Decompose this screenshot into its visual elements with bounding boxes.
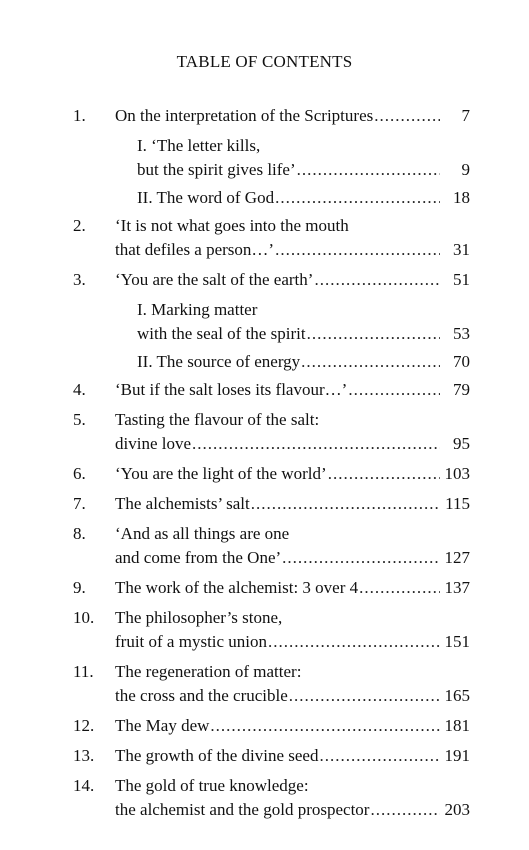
toc-entry-body: [115, 660, 470, 708]
toc-entry-title-line: Tasting the flavour of the salt:: [115, 410, 320, 429]
dot-leader: [289, 684, 440, 708]
toc-page-number: 115: [445, 494, 470, 513]
toc-page-number: 127: [444, 548, 470, 567]
toc-entry-number: 2.: [73, 216, 86, 235]
toc-entry-title-line: I. ‘The letter kills,: [137, 136, 261, 155]
toc-entry-body: [115, 576, 470, 600]
toc-entry-number: 13.: [73, 746, 95, 765]
dot-leader: [282, 546, 440, 570]
toc-page-number: 151: [444, 632, 470, 651]
toc-page-number: 18: [453, 188, 470, 207]
toc-entry-final-line: [137, 322, 470, 346]
toc-entry-number: 3.: [73, 270, 86, 289]
toc-entry-final-line: [115, 798, 470, 822]
toc-entry: [73, 606, 470, 654]
dot-leader: [268, 630, 440, 654]
toc-entry-number: 5.: [73, 410, 86, 429]
toc-page-number: 7: [461, 106, 470, 125]
toc-entry-final-line: [137, 158, 470, 182]
toc-entry-final-line: [115, 238, 470, 262]
dot-leader: [192, 432, 440, 456]
dot-leader: [275, 186, 440, 210]
toc-page-number: 9: [461, 160, 470, 179]
dot-leader: [359, 576, 440, 600]
toc-entry-final-line: [115, 630, 470, 654]
toc-entry-body: [115, 214, 470, 262]
dot-leader: [328, 462, 440, 486]
toc-page-number: 53: [453, 324, 470, 343]
toc-entry-body: [115, 714, 470, 738]
toc-page-number: 70: [453, 352, 470, 371]
toc-page-number: 103: [444, 464, 470, 483]
dot-leader: [307, 322, 440, 346]
toc-entry: [73, 378, 470, 402]
toc-entry-body: [115, 522, 470, 570]
toc-entry-title: and come from the One’: [115, 548, 282, 567]
dot-leader: [301, 350, 440, 374]
toc-entry-title-line: The gold of true knowledge:: [115, 776, 309, 795]
toc-entry-title: fruit of a mystic union: [115, 632, 268, 651]
toc-entry-title: On the interpretation of the Scriptures: [115, 106, 374, 125]
toc-entry-title: II. The source of energy: [137, 352, 301, 371]
toc-entry: [73, 714, 470, 738]
toc-entry-title-line: The philosopher’s stone,: [115, 608, 283, 627]
toc-entry-final-line: [115, 268, 470, 292]
dot-leader: [374, 104, 440, 128]
toc-entry: [73, 268, 470, 292]
toc-entry-number: [73, 134, 115, 182]
toc-entry-number: 4.: [73, 380, 86, 399]
toc-entry-final-line: [115, 432, 470, 456]
toc-page-number: 79: [453, 380, 470, 399]
toc-page-number: 181: [444, 716, 470, 735]
toc-entry-number: 10.: [73, 608, 95, 627]
toc-entry-body: [115, 298, 470, 346]
toc-entry-title: The growth of the divine seed: [115, 746, 319, 765]
toc-entry-body: [115, 606, 470, 654]
toc-entry-title: ‘You are the light of the world’: [115, 464, 327, 483]
toc-entry: [73, 104, 470, 128]
toc-entry-final-line: [115, 744, 470, 768]
toc-entry-number: 12.: [73, 716, 95, 735]
toc-entry-body: [115, 104, 470, 128]
toc-entry: [73, 660, 470, 708]
toc-entry-number: 11.: [73, 662, 94, 681]
page-title: TABLE OF CONTENTS: [176, 52, 353, 71]
toc-subentry: [73, 134, 470, 182]
toc-entry-body: [115, 462, 470, 486]
toc-entry-final-line: [115, 462, 470, 486]
toc-entry-body: [115, 744, 470, 768]
toc-entry-final-line: [115, 684, 470, 708]
toc-page-number: 31: [453, 240, 470, 259]
toc-entry-body: [115, 350, 470, 374]
toc-entry: [73, 492, 470, 516]
toc-entry: [73, 774, 470, 822]
toc-entry-title-line: ‘It is not what goes into the mouth: [115, 216, 349, 235]
toc-entry: [73, 744, 470, 768]
toc-entry-body: [115, 186, 470, 210]
toc-entry-number: 6.: [73, 464, 86, 483]
toc-entry-number: 8.: [73, 524, 86, 543]
toc-entry-title-line: I. Marking matter: [137, 300, 258, 319]
toc-page-number: 137: [444, 578, 470, 597]
toc-entry-number: 14.: [73, 776, 95, 795]
toc-entry: [73, 462, 470, 486]
toc-entry-body: [115, 268, 470, 292]
dot-leader: [251, 492, 440, 516]
toc-entry-body: [115, 774, 470, 822]
toc-entry-final-line: [137, 350, 470, 374]
toc-entry-final-line: [115, 492, 470, 516]
toc-entry-title: but the spirit gives life’: [137, 160, 296, 179]
toc-entry-title-line: ‘And as all things are one: [115, 524, 290, 543]
toc-entry-title: The alchemists’ salt: [115, 494, 250, 513]
toc-entry-title: The May dew: [115, 716, 210, 735]
toc-entry-final-line: [115, 546, 470, 570]
toc-entry-title: the cross and the crucible: [115, 686, 288, 705]
toc-entry-body: [115, 134, 470, 182]
toc-page-number: 191: [444, 746, 470, 765]
toc-entry: [73, 214, 470, 262]
toc-entry-body: [115, 378, 470, 402]
toc-entry-number: 9.: [73, 578, 86, 597]
dot-leader: [297, 158, 440, 182]
toc-entry-title: with the seal of the spirit: [137, 324, 306, 343]
toc-entry-title: ‘You are the salt of the earth’: [115, 270, 314, 289]
toc-entry-body: [115, 408, 470, 456]
toc-page-number: 95: [453, 434, 470, 453]
toc-entry-number: [73, 350, 115, 374]
dot-leader: [314, 268, 440, 292]
toc-entry: [73, 576, 470, 600]
toc-entry-final-line: [115, 378, 470, 402]
toc-entry-title-line: The regeneration of matter:: [115, 662, 302, 681]
toc-entry-final-line: [115, 104, 470, 128]
dot-leader: [348, 378, 440, 402]
toc-page-number: 51: [453, 270, 470, 289]
dot-leader: [275, 238, 440, 262]
toc-entry-title: II. The word of God: [137, 188, 275, 207]
toc-entry-final-line: [137, 186, 470, 210]
toc-entry-number: 1.: [73, 106, 86, 125]
toc-entry: [73, 522, 470, 570]
dot-leader: [210, 714, 440, 738]
toc-page-number: 203: [444, 800, 470, 819]
toc-entry-title: the alchemist and the gold prospector: [115, 800, 370, 819]
toc-subentry: [73, 298, 470, 346]
toc-entry-number: [73, 186, 115, 210]
toc-entry-number: [73, 298, 115, 346]
dot-leader: [319, 744, 440, 768]
toc-entry: [73, 408, 470, 456]
toc-entry-final-line: [115, 576, 470, 600]
toc-subentry: [73, 350, 470, 374]
toc-entry-title: divine love: [115, 434, 192, 453]
toc-page-number: 165: [444, 686, 470, 705]
toc-subentry: [73, 186, 470, 210]
table-of-contents: [73, 104, 470, 828]
toc-entry-title: that defiles a person…’: [115, 240, 275, 259]
toc-entry-number: 7.: [73, 494, 86, 513]
toc-entry-final-line: [115, 714, 470, 738]
dot-leader: [370, 798, 440, 822]
toc-entry-title: ‘But if the salt loses its flavour…’: [115, 380, 348, 399]
toc-entry-title: The work of the alchemist: 3 over 4: [115, 578, 359, 597]
toc-entry-body: [115, 492, 470, 516]
